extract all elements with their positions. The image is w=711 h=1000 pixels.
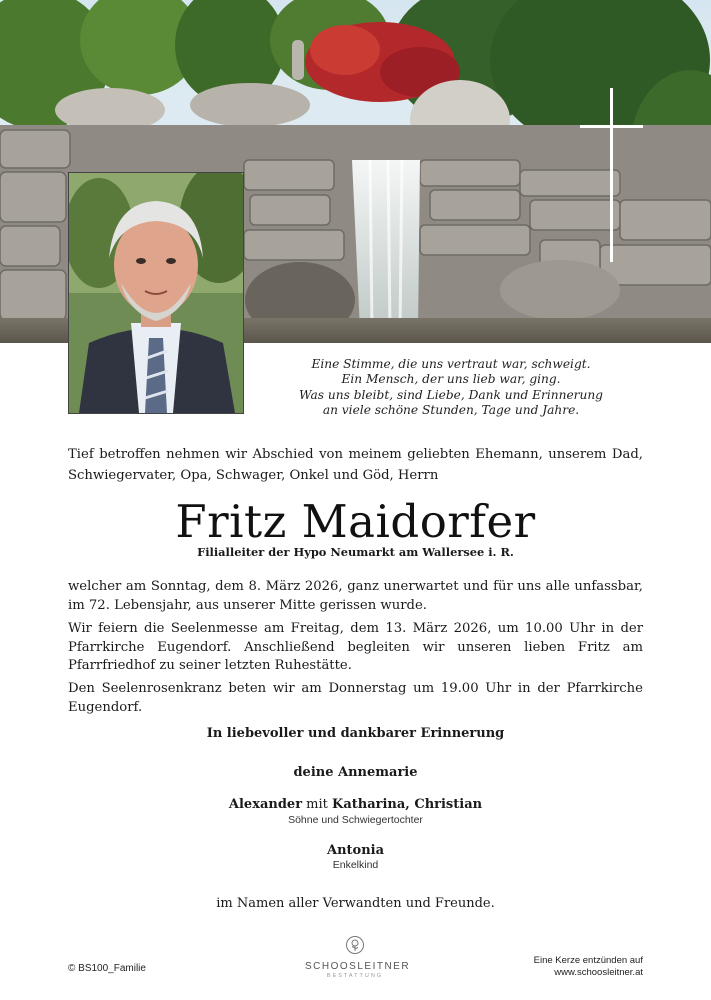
death-notice-paragraph: welcher am Sonntag, dem 8. März 2026, ganz unerwartet und für uns alle unfassbar, im 72. Lebensjahr, aus unserer Mitte gerissen wurde. (68, 579, 643, 613)
mourner-sons (0, 797, 711, 812)
portrait-image (69, 173, 243, 413)
logo-name: SCHOOSLEITNER (305, 961, 411, 972)
mourner-sons-role: Söhne und Schwiegertochter (288, 814, 423, 826)
rose-icon (345, 935, 365, 955)
quote-line: Was uns bleibt, sind Liebe, Dank und Erinnerung (299, 387, 603, 402)
closing-line: im Namen aller Verwandten und Freunde. (216, 896, 495, 911)
website-link[interactable]: www.schoosleitner.at (554, 967, 643, 978)
candle-text: Eine Kerze entzünden auf (533, 955, 643, 966)
rosary-paragraph: Den Seelenrosenkranz beten wir am Donnerstag um 19.00 Uhr in der Pfarrkirche Eugendorf. (68, 681, 643, 715)
mourner-grandchild-role: Enkelkind (332, 859, 379, 871)
quote-line: Ein Mensch, der uns lieb war, ging. (341, 372, 561, 387)
copyright-text: © BS100_Familie (68, 963, 146, 974)
funeral-home-logo (305, 935, 411, 979)
intro-text: Tief betroffen nehmen wir Abschied von meinem geliebten Ehemann, unserem Dad, Schwiegervater, Opa, Schwager, Onkel und Göd, Herrn (68, 447, 643, 483)
mourner-wife: deine Annemarie (293, 765, 418, 780)
portrait-photo (68, 172, 244, 414)
mourner-grandchild: Antonia (326, 843, 385, 858)
logo-subtitle: BESTATTUNG (326, 973, 384, 979)
memorial-quote (286, 357, 616, 419)
mourner-connector: mit (302, 797, 333, 812)
quote-line: Eine Stimme, die uns vertraut war, schweigt. (311, 357, 591, 371)
mourners-heading: In liebevoller und dankbarer Erinnerung (206, 726, 505, 741)
funeral-mass-paragraph: Wir feiern die Seelenmesse am Freitag, dem 13. März 2026, um 10.00 Uhr in der Pfarrkirche Eugendorf. Anschließend begleiten wir unseren lieben Fritz am Pfarrfriedhof zu seiner letzten Ruhestätte. (68, 621, 643, 674)
mourner-family-names: Katharina, Christian (332, 797, 483, 812)
quote-line: an viele schöne Stunden, Tage und Jahre. (322, 403, 580, 418)
deceased-name: Fritz Maidorfer (175, 495, 536, 548)
deceased-title: Filialleiter der Hypo Neumarkt am Wallersee i. R. (197, 545, 514, 559)
candle-info (534, 955, 643, 979)
mourner-son-name: Alexander (228, 797, 303, 812)
